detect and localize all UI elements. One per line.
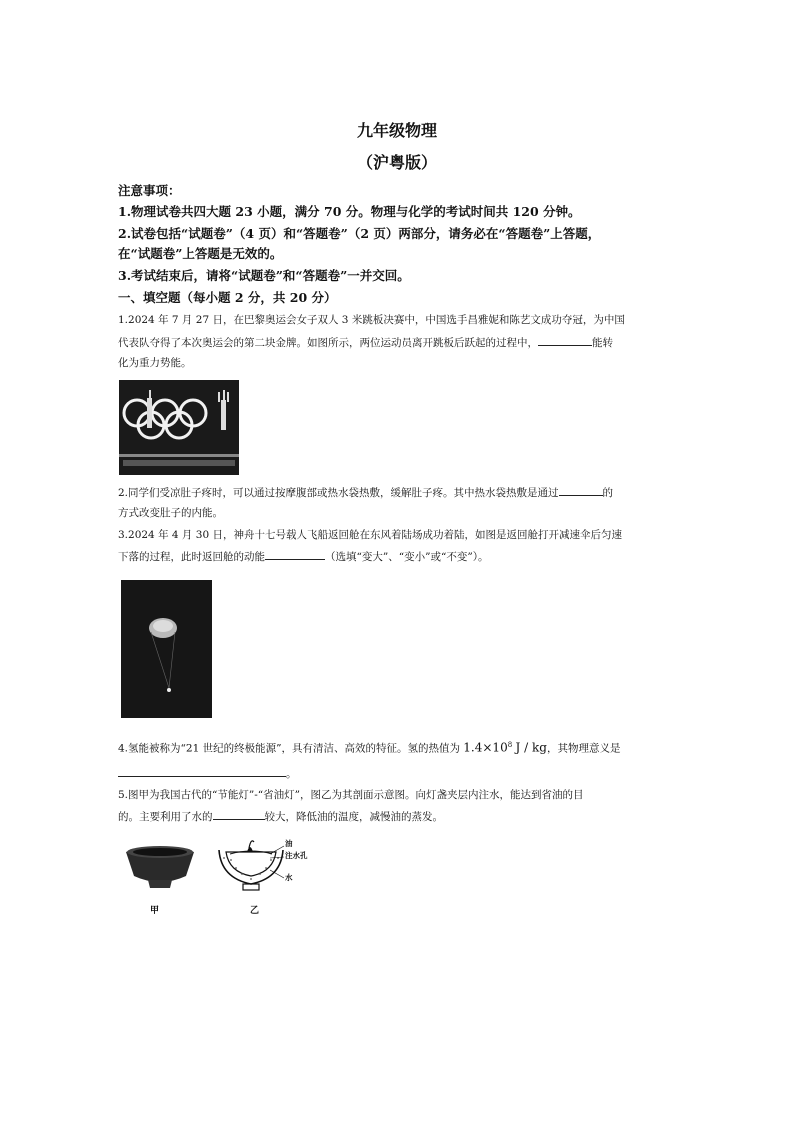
notice-heading: 注意事项： <box>118 183 181 198</box>
q2-line-2: 方式改变肚子的内能。 <box>118 507 223 519</box>
q1-line-2 <box>118 334 678 351</box>
diving-photo <box>119 380 239 475</box>
q2-text-a: 2.同学们受凉肚子疼时，可以通过按摩腹部或热水袋热敷，缓解肚子疼。其中热水袋热敷是通过 <box>118 487 559 499</box>
q1-line-1: 1.2024 年 7 月 27 日，在巴黎奥运会女子双人 3 米跳板决赛中，中国选手昌雅妮和陈艺文成功夺冠，为中国 <box>118 314 625 326</box>
notice-item-2-cont: 在“试题卷”上答题是无效的。 <box>118 246 283 261</box>
diagram-label-oil: 油 <box>285 839 293 848</box>
page-subtitle: （沪粤版） <box>356 153 437 172</box>
q4-heat-exponent: 8 <box>507 741 513 749</box>
q4-heat-value: 1.4×10 <box>463 740 508 755</box>
q2-line-1 <box>118 484 678 501</box>
q3-line-1: 3.2024 年 4 月 30 日，神舟十七号载人飞船返回舱在东风着陆场成功着陆，如图是返回舱打开减速伞后匀速 <box>118 529 622 541</box>
q4-period: 。 <box>286 768 297 780</box>
q4-heat-unit: J / kg <box>515 740 547 755</box>
q1-text-b: 能转 <box>592 337 613 349</box>
oil-lamp-photo <box>124 842 196 892</box>
q5-text-b: 较大，降低油的温度，减慢油的蒸发。 <box>264 811 443 823</box>
q5-answer-blank[interactable] <box>213 808 265 820</box>
notice-item-1: 1.物理试卷共四大题 23 小题，满分 70 分。物理与化学的考试时间共 120 分钟。 <box>118 204 581 219</box>
figure-label-yi: 乙 <box>250 906 260 916</box>
q3-text-b: （选填“变大”、“变小”或“不变”）。 <box>325 551 489 563</box>
q1-answer-blank[interactable] <box>538 334 592 346</box>
q5-line-1: 5.图甲为我国古代的“节能灯”-“省油灯”，图乙为其剖面示意图。向灯盏夹层内注水，能达到省油的目 <box>118 789 584 801</box>
q4-line-2 <box>118 765 678 782</box>
capsule-parachute-photo <box>121 580 212 718</box>
q5-line-2 <box>118 808 678 825</box>
diagram-label-water: 水 <box>285 873 293 882</box>
page-title: 九年级物理 <box>356 121 437 140</box>
q4-text-b: ，其物理意义是 <box>546 742 621 755</box>
q4-answer-blank[interactable] <box>118 765 286 777</box>
q2-answer-blank[interactable] <box>559 484 603 496</box>
section-heading-fill-in: 一、填空题（每小题 2 分，共 20 分） <box>118 290 337 305</box>
q1-text-a: 代表队夺得了本次奥运会的第二块金牌。如图所示，两位运动员离开跳板后跃起的过程中， <box>118 337 538 349</box>
q4-line-1 <box>118 737 678 757</box>
q3-line-2 <box>118 548 678 565</box>
q4-text-a: 4.氢能被称为“21 世纪的终极能源”，具有清洁、高效的特征。氢的热值为 <box>118 742 460 755</box>
q2-text-b: 的 <box>602 487 614 499</box>
q3-text-a: 下落的过程，此时返回舱的动能 <box>118 551 265 563</box>
q3-answer-blank[interactable] <box>265 548 325 560</box>
q1-line-3: 化为重力势能。 <box>118 357 192 369</box>
notice-item-3: 3.考试结束后，请将“试题卷”和“答题卷”一并交回。 <box>118 268 410 283</box>
figure-label-jia: 甲 <box>150 906 160 916</box>
diagram-label-hole: 注水孔 <box>285 851 308 860</box>
q5-text-a: 的。主要利用了水的 <box>118 811 213 823</box>
notice-item-2: 2.试卷包括“试题卷”（4 页）和“答题卷”（2 页）两部分，请务必在“答题卷”上答题， <box>118 226 601 241</box>
